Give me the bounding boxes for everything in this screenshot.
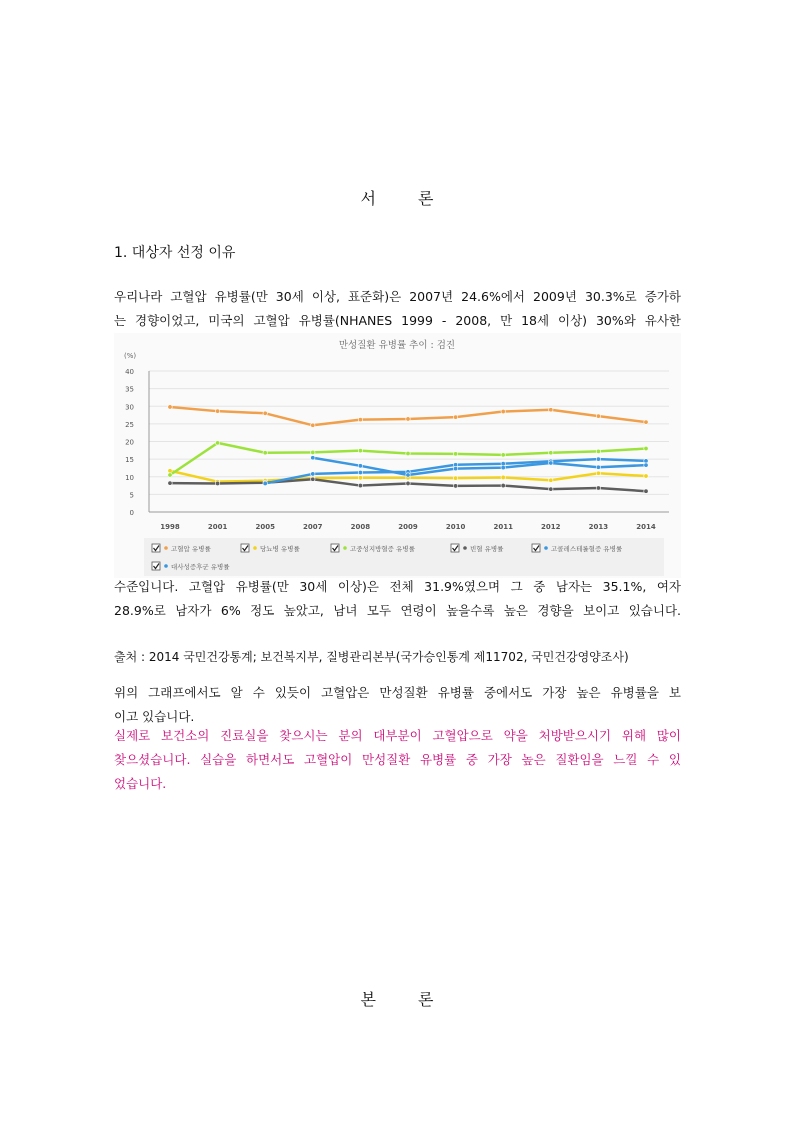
chart-point [453, 452, 457, 456]
legend-label: 고혈압 유병률 [171, 545, 211, 553]
chart-point [311, 472, 315, 476]
legend-swatch [253, 546, 257, 550]
chart-point [311, 477, 315, 481]
chart-point [406, 451, 410, 455]
chart-y-tick-label: 35 [125, 385, 134, 394]
chart-x-tick-label: 2008 [350, 523, 371, 531]
chart-point [549, 408, 553, 412]
chart-y-tick-label: 10 [125, 473, 134, 482]
intro-heading-char-1: 서 [360, 189, 376, 208]
chart-x-tick-label: 1998 [160, 523, 180, 531]
chart-point [596, 486, 600, 490]
paragraph-2 [114, 575, 681, 623]
legend-swatch [544, 546, 548, 550]
chart-point [215, 409, 219, 413]
chart-point [358, 476, 362, 480]
chart-point [453, 415, 457, 419]
chart-x-tick-label: 2010 [445, 523, 466, 531]
chart-x-tick-label: 2012 [541, 523, 561, 531]
chart-title: 만성질환 유병률 추이 : 검진 [338, 340, 456, 351]
chart-y-tick-label: 25 [125, 420, 134, 429]
chart-point [644, 420, 648, 424]
paragraph-1-line-1: 우리나라 고혈압 유병률(만 30세 이상, 표준화)은 2007년 24.6%에서 2009년 30.3%로 증가하 [114, 289, 681, 304]
chart-y-axis-label: (%) [124, 352, 137, 360]
chart-point [501, 453, 505, 457]
chart-point [168, 481, 172, 485]
chart-point [168, 473, 172, 477]
legend-label: 대사성증후군 유병률 [171, 563, 230, 571]
chart-point [644, 463, 648, 467]
paragraph-1 [114, 285, 681, 333]
chart-y-tick-label: 5 [129, 491, 134, 500]
legend-label: 고중성지방혈증 유병률 [350, 545, 415, 553]
chart-x-tick-label: 2014 [636, 523, 656, 531]
chart-point [263, 481, 267, 485]
paragraph-4-line-2: 찾으셨습니다. 실습을 하면서도 고혈압이 만성질환 유병률 중 가장 높은 질환임을 느낄 수 있 [114, 752, 681, 767]
chart-point [406, 473, 410, 477]
chart-point [168, 405, 172, 409]
source-citation: 출처 : 2014 국민건강통계; 보건복지부, 질병관리본부(국가승인통계 제11702, 국민건강영양조사) [114, 650, 629, 664]
chart-point [644, 459, 648, 463]
paragraph-3-line-1: 위의 그래프에서도 알 수 있듯이 고혈압은 만성질환 유병률 중에서도 가장 높은 유병률을 보 [114, 685, 681, 700]
chart-point [549, 478, 553, 482]
legend-swatch [463, 546, 467, 550]
chart-point [501, 483, 505, 487]
chart-point [596, 449, 600, 453]
chart-series-line [170, 407, 646, 425]
chart-y-tick-label: 40 [125, 368, 134, 376]
chart-point [453, 484, 457, 488]
chart-point [596, 465, 600, 469]
chart-x-tick-label: 2009 [398, 523, 418, 531]
chart-point [406, 417, 410, 421]
paragraph-4-line-1: 실제로 보건소의 진료실을 찾으시는 분의 대부분이 고혈압으로 약을 처방받으시기 위해 많이 [114, 728, 681, 743]
chart-point [311, 423, 315, 427]
chart-point [168, 469, 172, 473]
chart-x-tick-label: 2005 [255, 523, 275, 531]
legend-swatch [164, 564, 168, 568]
chart-point [215, 441, 219, 445]
chart-point [501, 409, 505, 413]
chart-point [644, 489, 648, 493]
legend-swatch [343, 546, 347, 550]
legend-label: 고콜레스테롤혈증 유병률 [551, 545, 623, 553]
intro-heading [0, 186, 794, 209]
chart-point [644, 474, 648, 478]
chart-point [215, 481, 219, 485]
chart-point [549, 487, 553, 491]
chart-x-tick-label: 2013 [588, 523, 609, 531]
chart-point [501, 475, 505, 479]
chart-point [358, 483, 362, 487]
chart-point [263, 451, 267, 455]
chart-point [453, 476, 457, 480]
intro-heading-char-2: 론 [418, 189, 434, 208]
chart-y-tick-label: 20 [125, 438, 134, 447]
chart-point [644, 446, 648, 450]
chart-point [358, 448, 362, 452]
chart-x-tick-label: 2001 [207, 523, 228, 531]
legend-label: 빈혈 유병률 [470, 545, 504, 553]
paragraph-3 [114, 681, 681, 729]
chart-point [549, 451, 553, 455]
chart-y-tick-label: 30 [125, 403, 134, 412]
chart-y-tick-label: 0 [129, 509, 134, 517]
paragraph-4 [114, 724, 681, 796]
chart-point [596, 457, 600, 461]
chart-point [501, 465, 505, 469]
chart-point [453, 466, 457, 470]
chart-y-tick-label: 15 [125, 456, 134, 465]
section-title: 1. 대상자 선정 이유 [114, 245, 236, 261]
chart-point [596, 471, 600, 475]
paragraph-3-line-2: 이고 있습니다. [114, 709, 195, 724]
legend-label: 당뇨병 유병률 [260, 545, 300, 553]
body-heading-char-1: 본 [360, 990, 376, 1009]
body-heading-char-2: 론 [418, 990, 434, 1009]
paragraph-4-line-3: 었습니다. [114, 776, 167, 791]
chronic-disease-chart [114, 333, 681, 578]
chart-point [311, 456, 315, 460]
chart-x-tick-label: 2011 [493, 523, 513, 531]
chart-x-tick-label: 2007 [303, 523, 323, 531]
chart-point [311, 450, 315, 454]
chart-point [358, 464, 362, 468]
chart-point [358, 470, 362, 474]
chart-point [263, 411, 267, 415]
paragraph-1-line-2: 는 경향이었고, 미국의 고혈압 유병률(NHANES 1999 - 2008, 만 18세 이상) 30%와 유사한 [114, 313, 681, 328]
chart-svg [114, 333, 681, 578]
paragraph-2-line-2: 28.9%로 남자가 6% 정도 높았고, 남녀 모두 연령이 높을수록 높은 경향을 보이고 있습니다. [114, 603, 681, 618]
chart-point [596, 414, 600, 418]
body-heading [0, 987, 794, 1010]
chart-point [358, 417, 362, 421]
chart-point [549, 461, 553, 465]
chart-point [406, 481, 410, 485]
paragraph-2-line-1: 수준입니다. 고혈압 유병률(만 30세 이상)은 전체 31.9%였으며 그 중 남자는 35.1%, 여자 [114, 579, 681, 594]
legend-swatch [164, 546, 168, 550]
